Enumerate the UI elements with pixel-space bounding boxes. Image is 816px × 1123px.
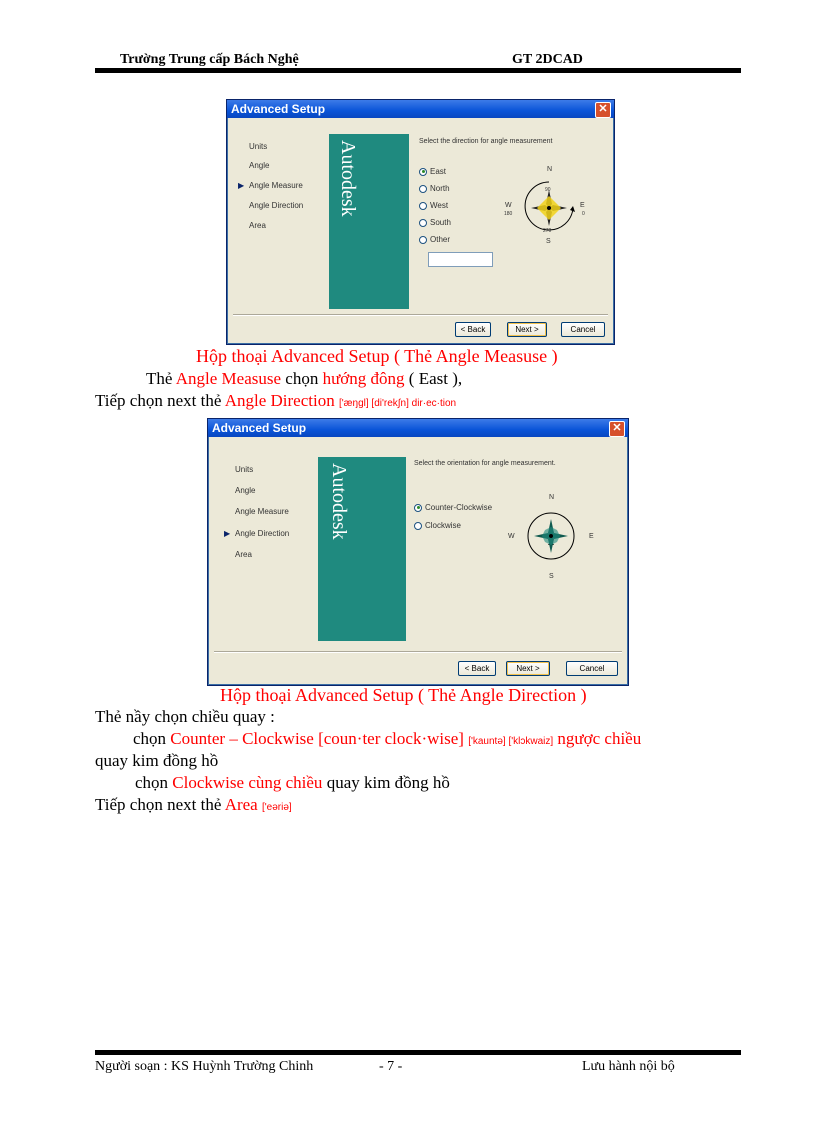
close-icon[interactable]: ✕ [609, 421, 625, 437]
compass-w: W [508, 533, 515, 540]
nav-item-area[interactable]: Area [235, 550, 252, 559]
compass-n: N [549, 494, 555, 501]
header-rule [95, 68, 741, 73]
dialog-titlebar [208, 419, 628, 437]
nav-item-angle-measure[interactable]: Angle Measure [235, 507, 289, 516]
radio-label: Counter-Clockwise [425, 503, 493, 512]
radio-icon [414, 504, 422, 512]
dialog-separator [233, 314, 608, 316]
footer-page-number: - 7 - [379, 1059, 403, 1074]
radio-icon [419, 219, 427, 227]
back-button[interactable]: < Back [458, 661, 496, 676]
compass-deg-right: 0 [582, 211, 585, 217]
counter-clockwise-instruction-cont: quay kim đồng hồ [95, 751, 219, 770]
radio-north[interactable] [419, 184, 450, 193]
radio-icon [419, 185, 427, 193]
radio-icon [419, 202, 427, 210]
compass-deg-top: 90 [545, 187, 551, 193]
radio-label: West [430, 201, 449, 210]
dialog-separator [214, 651, 622, 653]
orientation-prompt: Select the orientation for angle measurement. [414, 460, 556, 467]
clockwise-instruction: chọn Clockwise cùng chiều quay kim đồng hồ [135, 773, 450, 792]
next-button[interactable]: Next > [506, 661, 550, 676]
back-button[interactable]: < Back [455, 322, 491, 337]
other-angle-input[interactable] [428, 252, 493, 267]
nav-item-angle-measure[interactable]: Angle Measure [249, 181, 303, 190]
compass-w: W [505, 202, 512, 209]
footer-note: Lưu hành nội bộ [582, 1059, 675, 1074]
compass-deg-left: 180 [504, 211, 513, 217]
nav-item-angle-direction[interactable]: Angle Direction [235, 529, 290, 538]
cancel-button[interactable]: Cancel [561, 322, 605, 337]
autodesk-banner [329, 134, 409, 309]
caption-angle-measure: Hộp thoại Advanced Setup ( Thẻ Angle Measuse ) [196, 346, 558, 366]
direction-intro: Thẻ nầy chọn chiều quay : [95, 707, 275, 726]
compass-s: S [549, 573, 554, 580]
footer-rule [95, 1050, 741, 1055]
advanced-setup-dialog-angle-measure [226, 99, 615, 345]
radio-counter-clockwise[interactable] [414, 503, 492, 512]
autodesk-banner [318, 457, 406, 641]
compass-n: N [547, 166, 553, 173]
radio-icon [419, 236, 427, 244]
radio-label: Other [430, 235, 451, 244]
radio-west[interactable] [419, 201, 448, 210]
radio-south[interactable] [419, 218, 451, 227]
footer-author: Người soạn : KS Huỳnh Trường Chinh [95, 1059, 314, 1074]
nav-item-angle-direction[interactable]: Angle Direction [249, 201, 304, 210]
compass-deg-bottom: 270 [543, 228, 552, 234]
nav-item-units[interactable]: Units [235, 465, 254, 474]
next-area-instruction: Tiếp chọn next thẻ Area ['eəriə] [95, 795, 292, 814]
current-step-arrow-icon: ▶ [224, 529, 231, 538]
dialog-titlebar [227, 100, 614, 118]
radio-east[interactable] [419, 167, 446, 176]
brand-text: Autodesk [328, 463, 350, 540]
compass-s: S [546, 238, 551, 245]
angle-measure-instruction: Thẻ Angle Measuse chọn hướng đông ( East ), [146, 369, 463, 388]
nav-item-area[interactable]: Area [249, 221, 266, 230]
radio-label: Clockwise [425, 521, 462, 530]
cancel-button[interactable]: Cancel [566, 661, 618, 676]
caption-angle-direction: Hộp thoại Advanced Setup ( Thẻ Angle Direction ) [220, 685, 587, 705]
radio-icon [419, 168, 427, 176]
radio-label: North [430, 184, 450, 193]
next-button[interactable]: Next > [507, 322, 547, 337]
dialog-title: Advanced Setup [212, 421, 307, 435]
header-school: Trường Trung cấp Bách Nghệ [120, 52, 299, 67]
brand-text: Autodesk [337, 140, 359, 217]
radio-label: South [430, 218, 451, 227]
radio-other[interactable] [419, 235, 450, 244]
compass-icon [504, 489, 600, 585]
compass-e: E [589, 533, 594, 540]
next-angle-direction-instruction: Tiếp chọn next thẻ Angle Direction ['æŋgl] [di'rek∫n] dir·ec·tion [95, 391, 457, 410]
compass-e: E [580, 202, 585, 209]
radio-clockwise[interactable] [414, 521, 461, 530]
close-icon[interactable]: ✕ [595, 102, 611, 118]
radio-label: East [430, 167, 447, 176]
dialog-title: Advanced Setup [231, 102, 326, 116]
nav-item-angle[interactable]: Angle [249, 161, 270, 170]
advanced-setup-dialog-angle-direction [207, 418, 629, 686]
direction-prompt: Select the direction for angle measurement [419, 138, 553, 145]
nav-item-units[interactable]: Units [249, 142, 268, 151]
compass-icon [503, 160, 599, 256]
counter-clockwise-instruction: chọn Counter – Clockwise [coun·ter clock·wise] ['kauntə] ['klɔkwaiz] ngược chiều [133, 729, 642, 748]
radio-icon [414, 522, 422, 530]
header-course: GT 2DCAD [512, 52, 583, 67]
nav-item-angle[interactable]: Angle [235, 486, 256, 495]
current-step-arrow-icon: ▶ [238, 181, 245, 190]
